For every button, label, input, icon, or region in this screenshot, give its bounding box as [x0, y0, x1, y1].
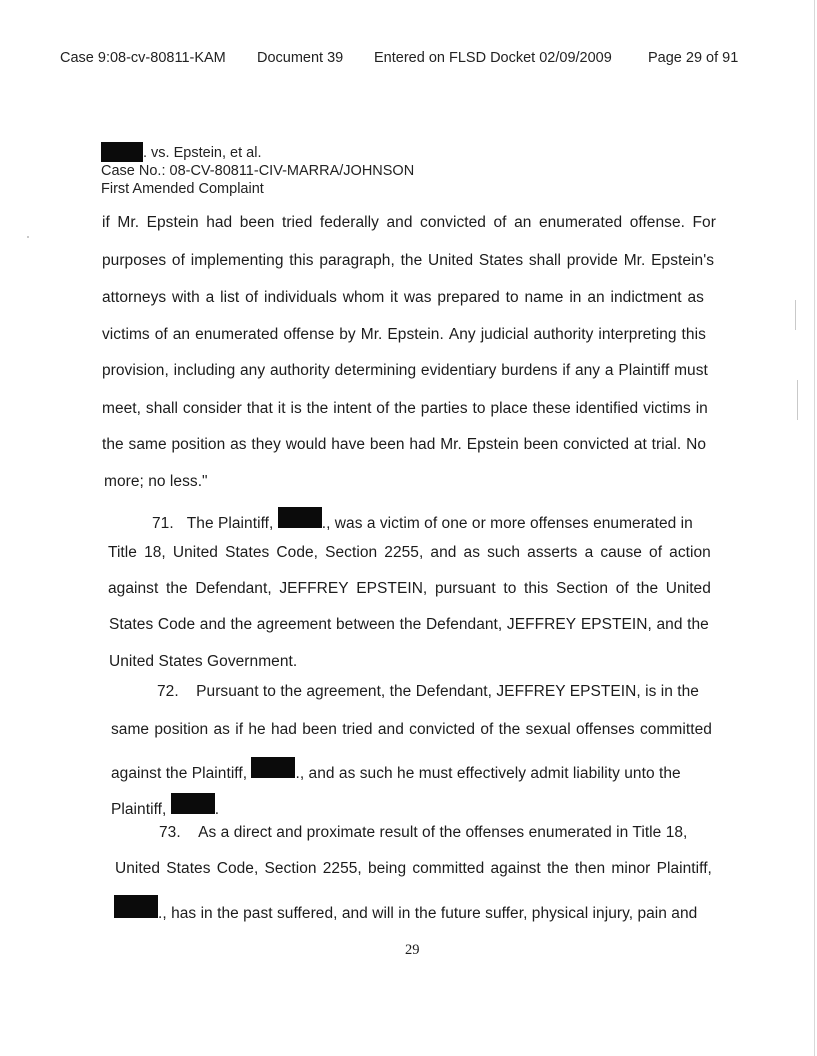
case-caption [101, 142, 414, 198]
paragraph-number: 72. [157, 683, 179, 700]
page-of: Page 29 of 91 [648, 50, 739, 66]
body-line: more; no less." [104, 473, 208, 490]
caption-parties-text: . vs. Epstein, et al. [143, 145, 262, 161]
paragraph-number: 73. [159, 824, 181, 841]
body-line: against the Plaintiff, ., and as such he must effectively admit liability unto the [111, 757, 681, 783]
body-line: United States Government. [109, 653, 298, 670]
body-line: victims of an enumerated offense by Mr. Epstein. Any judicial authority interpreting this [102, 326, 706, 343]
caption-title: First Amended Complaint [101, 181, 264, 197]
scan-speck [27, 236, 29, 238]
body-line: against the Defendant, JEFFREY EPSTEIN, pursuant to this Section of the United [108, 580, 711, 597]
case-number: Case 9:08-cv-80811-KAM [60, 50, 226, 66]
entered-date: Entered on FLSD Docket 02/09/2009 [374, 50, 612, 66]
paragraph-73-first-line: 73. As a direct and proximate result of the offenses enumerated in Title 18, [159, 824, 688, 841]
body-line: meet, shall consider that it is the intent of the parties to place these identified victims in [102, 400, 708, 417]
body-line: provision, including any authority determining evidentiary burdens if any a Plaintiff must [102, 362, 708, 379]
redaction-block [101, 142, 143, 162]
body-line: same position as if he had been tried and convicted of the sexual offenses committed [111, 721, 712, 738]
body-line: Title 18, United States Code, Section 2255, and as such asserts a cause of action [108, 544, 711, 561]
paragraph-71-first-line: 71. The Plaintiff, ., was a victim of one or more offenses enumerated in [152, 507, 693, 533]
scan-edge-line [814, 0, 815, 1056]
caption-case-no: Case No.: 08-CV-80811-CIV-MARRA/JOHNSON [101, 163, 415, 179]
body-line: if Mr. Epstein had been tried federally and convicted of an enumerated offense. For [102, 214, 716, 231]
redaction-block [251, 757, 295, 778]
scan-speck [797, 380, 798, 420]
redaction-block [114, 895, 158, 918]
body-line: ., has in the past suffered, and will in the future suffer, physical injury, pain and [114, 895, 697, 923]
body-line: Plaintiff, . [111, 793, 219, 819]
body-line: United States Code, Section 2255, being committed against the then minor Plaintiff, [115, 860, 712, 877]
scan-speck [795, 300, 796, 330]
body-line: the same position as they would have been had Mr. Epstein been convicted at trial. No [102, 436, 706, 453]
caption-parties [101, 142, 414, 162]
body-line: purposes of implementing this paragraph, the United States shall provide Mr. Epstein's [102, 252, 714, 269]
paragraph-72-first-line: 72. Pursuant to the agreement, the Defendant, JEFFREY EPSTEIN, is in the [157, 683, 699, 700]
body-line: attorneys with a list of individuals whom it was prepared to name in an indictment as [102, 289, 704, 306]
body-line: States Code and the agreement between the Defendant, JEFFREY EPSTEIN, and the [109, 616, 709, 633]
redaction-block [278, 507, 322, 528]
redaction-block [171, 793, 215, 814]
page-number: 29 [405, 942, 420, 958]
document-number: Document 39 [257, 50, 344, 66]
paragraph-number: 71. [152, 515, 174, 532]
